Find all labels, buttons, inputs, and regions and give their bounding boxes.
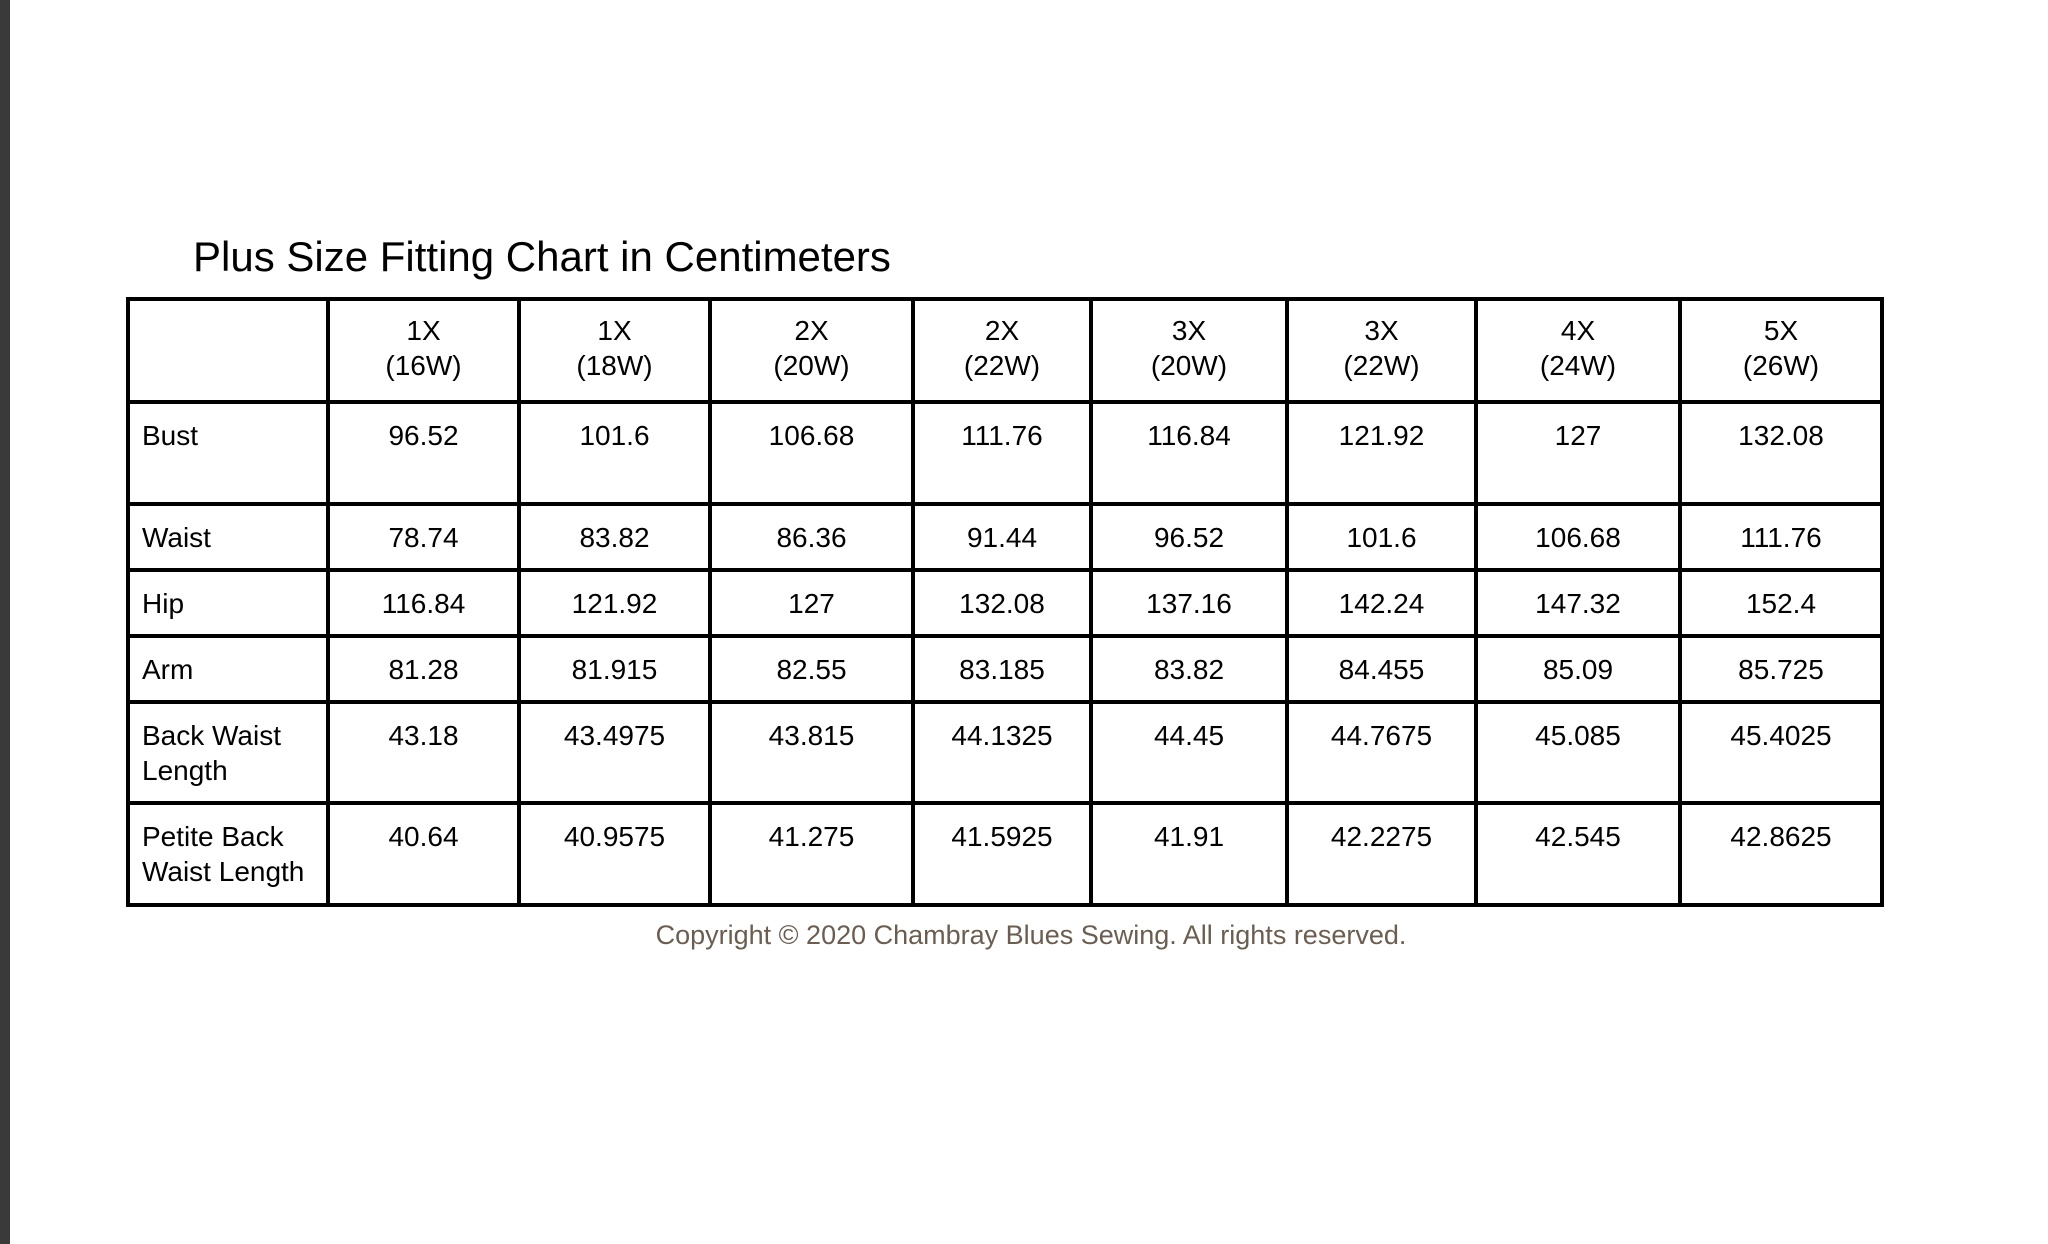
table-row xyxy=(128,702,1882,803)
measurement-cell: 81.28 xyxy=(328,636,519,702)
measurement-cell: 40.9575 xyxy=(519,803,710,905)
size-header-label: 3X xyxy=(1171,315,1207,346)
measurement-cell: 78.74 xyxy=(328,504,519,570)
row-label: Petite Back Waist Length xyxy=(128,803,328,905)
table-row xyxy=(128,636,1882,702)
size-table xyxy=(126,297,1884,907)
size-header xyxy=(1476,299,1680,402)
measurement-cell: 83.185 xyxy=(913,636,1091,702)
measurement-cell: 106.68 xyxy=(710,402,913,504)
measurement-cell: 42.545 xyxy=(1476,803,1680,905)
left-edge-bar xyxy=(0,0,10,1244)
measurement-cell: 142.24 xyxy=(1287,570,1476,636)
measurement-cell: 121.92 xyxy=(1287,402,1476,504)
table-row xyxy=(128,570,1882,636)
row-label: Arm xyxy=(128,636,328,702)
measurement-cell: 81.915 xyxy=(519,636,710,702)
size-header xyxy=(710,299,913,402)
measurement-cell: 83.82 xyxy=(519,504,710,570)
measurement-cell: 84.455 xyxy=(1287,636,1476,702)
size-header-women: (20W) xyxy=(773,350,850,381)
measurement-cell: 43.4975 xyxy=(519,702,710,803)
size-header-label: 2X xyxy=(794,315,829,346)
size-header-women: (22W) xyxy=(1343,350,1420,381)
measurement-cell: 45.4025 xyxy=(1680,702,1882,803)
row-label: Bust xyxy=(128,402,328,504)
header-row xyxy=(128,299,1882,402)
measurement-cell: 40.64 xyxy=(328,803,519,905)
size-header xyxy=(1287,299,1476,402)
measurement-cell: 96.52 xyxy=(1091,504,1287,570)
size-header-label: 3X xyxy=(1364,315,1399,346)
row-label: Back Waist Length xyxy=(128,702,328,803)
measurement-cell: 101.6 xyxy=(1287,504,1476,570)
measurement-cell: 101.6 xyxy=(519,402,710,504)
measurement-cell: 147.32 xyxy=(1476,570,1680,636)
size-header-women: (22W) xyxy=(963,350,1041,381)
size-header-label: 1X xyxy=(597,315,632,346)
size-header xyxy=(1091,299,1287,402)
measurement-cell: 111.76 xyxy=(1680,504,1882,570)
measurement-cell: 44.7675 xyxy=(1287,702,1476,803)
size-header xyxy=(328,299,519,402)
size-header-women: (18W) xyxy=(576,350,653,381)
measurement-cell: 85.09 xyxy=(1476,636,1680,702)
size-header-label: 2X xyxy=(984,315,1020,346)
measurement-cell: 41.91 xyxy=(1091,803,1287,905)
measurement-cell: 132.08 xyxy=(913,570,1091,636)
row-label: Waist xyxy=(128,504,328,570)
chart-title: Plus Size Fitting Chart in Centimeters xyxy=(193,233,891,280)
measurement-cell: 41.275 xyxy=(710,803,913,905)
corner-cell xyxy=(128,299,328,402)
measurement-cell: 43.815 xyxy=(710,702,913,803)
size-header-women: (16W) xyxy=(385,350,462,381)
size-header-women: (24W) xyxy=(1539,350,1617,381)
size-header xyxy=(519,299,710,402)
measurement-cell: 42.2275 xyxy=(1287,803,1476,905)
measurement-cell: 121.92 xyxy=(519,570,710,636)
size-header-label: 5X xyxy=(1763,315,1799,346)
measurement-cell: 85.725 xyxy=(1680,636,1882,702)
size-header xyxy=(913,299,1091,402)
size-header-women: (20W) xyxy=(1150,350,1228,381)
measurement-cell: 116.84 xyxy=(328,570,519,636)
size-header-women: (26W) xyxy=(1742,350,1820,381)
measurement-cell: 83.82 xyxy=(1091,636,1287,702)
measurement-cell: 96.52 xyxy=(328,402,519,504)
measurement-cell: 41.5925 xyxy=(913,803,1091,905)
measurement-cell: 42.8625 xyxy=(1680,803,1882,905)
size-header-label: 4X xyxy=(1560,315,1596,346)
measurement-cell: 106.68 xyxy=(1476,504,1680,570)
size-header-label: 1X xyxy=(406,315,441,346)
table-row xyxy=(128,402,1882,504)
row-label: Hip xyxy=(128,570,328,636)
measurement-cell: 137.16 xyxy=(1091,570,1287,636)
measurement-cell: 44.45 xyxy=(1091,702,1287,803)
size-header xyxy=(1680,299,1882,402)
table-row xyxy=(128,504,1882,570)
measurement-cell: 132.08 xyxy=(1680,402,1882,504)
measurement-cell: 43.18 xyxy=(328,702,519,803)
measurement-cell: 116.84 xyxy=(1091,402,1287,504)
measurement-cell: 152.4 xyxy=(1680,570,1882,636)
copyright-notice: Copyright © 2020 Chambray Blues Sewing. All rights reserved. xyxy=(655,920,1407,950)
measurement-cell: 127 xyxy=(710,570,913,636)
measurement-cell: 44.1325 xyxy=(913,702,1091,803)
table-row xyxy=(128,803,1882,905)
measurement-cell: 111.76 xyxy=(913,402,1091,504)
measurement-cell: 91.44 xyxy=(913,504,1091,570)
measurement-cell: 86.36 xyxy=(710,504,913,570)
measurement-cell: 127 xyxy=(1476,402,1680,504)
measurement-cell: 45.085 xyxy=(1476,702,1680,803)
measurement-cell: 82.55 xyxy=(710,636,913,702)
